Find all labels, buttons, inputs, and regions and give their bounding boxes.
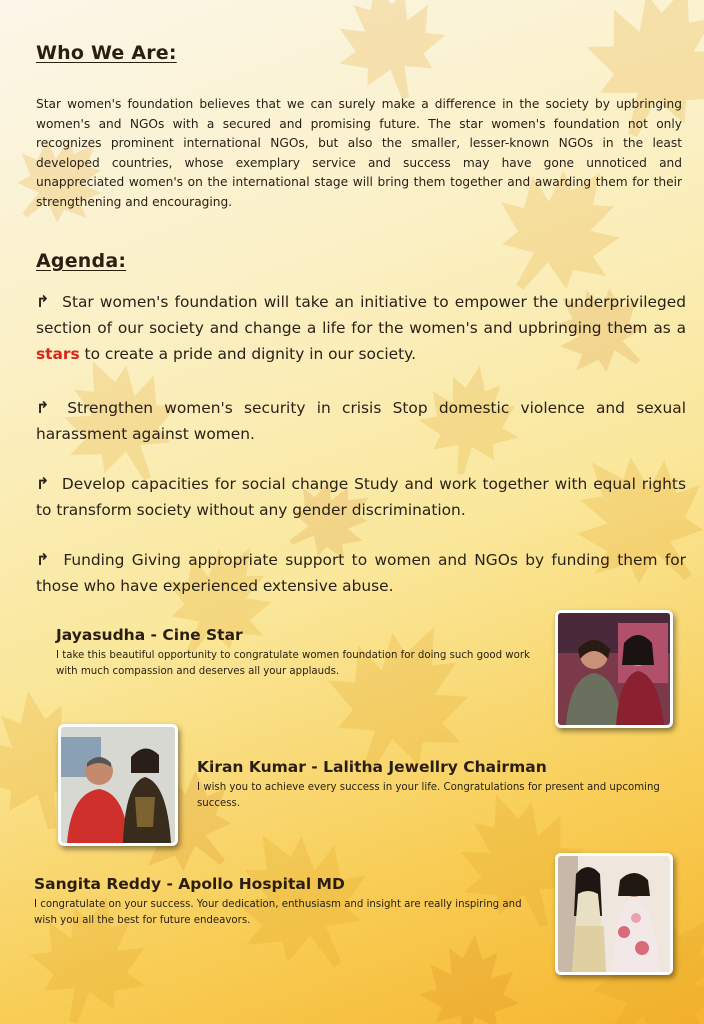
- photo-kiran-kumar: [58, 724, 178, 846]
- testimonial-quote: I congratulate on your success. Your dedication, enthusiasm and insight are really inspiring and wish you all the best for future endeavors.: [34, 899, 522, 926]
- curved-arrow-icon: ↱: [36, 398, 50, 417]
- agenda-item: [36, 547, 686, 599]
- agenda-item-text: Strengthen women's security in crisis Stop domestic violence and sexual harassment against women.: [36, 399, 686, 443]
- testimonial-quote: I wish you to achieve every success in your life. Congratulations for present and upcoming success.: [197, 782, 660, 809]
- testimonial-name: Jayasudha - Cine Star: [56, 626, 243, 644]
- stars-highlight: stars: [36, 345, 80, 363]
- testimonial-name: Kiran Kumar - Lalitha Jewellry Chairman: [197, 758, 547, 776]
- agenda-item: [36, 471, 686, 523]
- photo-jayasudha: [555, 610, 673, 728]
- agenda-item: [36, 395, 686, 447]
- curved-arrow-icon: ↱: [36, 292, 50, 311]
- testimonial-quote: I take this beautiful opportunity to congratulate women foundation for doing such good work with much compassion and deserves all your applauds.: [56, 650, 530, 677]
- agenda-item-text-end: to create a pride and dignity in our society.: [79, 345, 416, 363]
- agenda-item-text: Star women's foundation will take an initiative to empower the underprivileged section of our society and change a life for the women's and upbringing them as a: [36, 293, 686, 337]
- testimonial-name: Sangita Reddy - Apollo Hospital MD: [34, 875, 345, 893]
- testimonial-sangita-reddy: [34, 875, 534, 929]
- testimonial-jayasudha: [56, 626, 546, 680]
- testimonial-kiran-kumar: [197, 758, 677, 812]
- who-we-are-heading: Who We Are:: [36, 42, 177, 64]
- who-we-are-text: Star women's foundation believes that we can surely make a difference in the society by upbringing women's and NGOs with a secured and promising future. The star women's foundation not only recognizes prominent international NGOs, but also the smaller, lesser-known NGOs in the least developed countries, whose exemplary service and success may have gone unnoticed and unappreciated women's on the international stage will bring them together and awarding them for their strengthening and encouraging.: [36, 97, 682, 209]
- curved-arrow-icon: ↱: [36, 474, 50, 493]
- agenda-item-text: Funding Giving appropriate support to women and NGOs by funding them for those who have experienced extensive abuse.: [36, 551, 686, 595]
- agenda-item: [36, 289, 686, 367]
- agenda-heading: Agenda:: [36, 250, 127, 272]
- photo-sangita-reddy: [555, 853, 673, 975]
- curved-arrow-icon: ↱: [36, 550, 50, 569]
- agenda-item-text: Develop capacities for social change Study and work together with equal rights to transform society without any gender discrimination.: [36, 475, 686, 519]
